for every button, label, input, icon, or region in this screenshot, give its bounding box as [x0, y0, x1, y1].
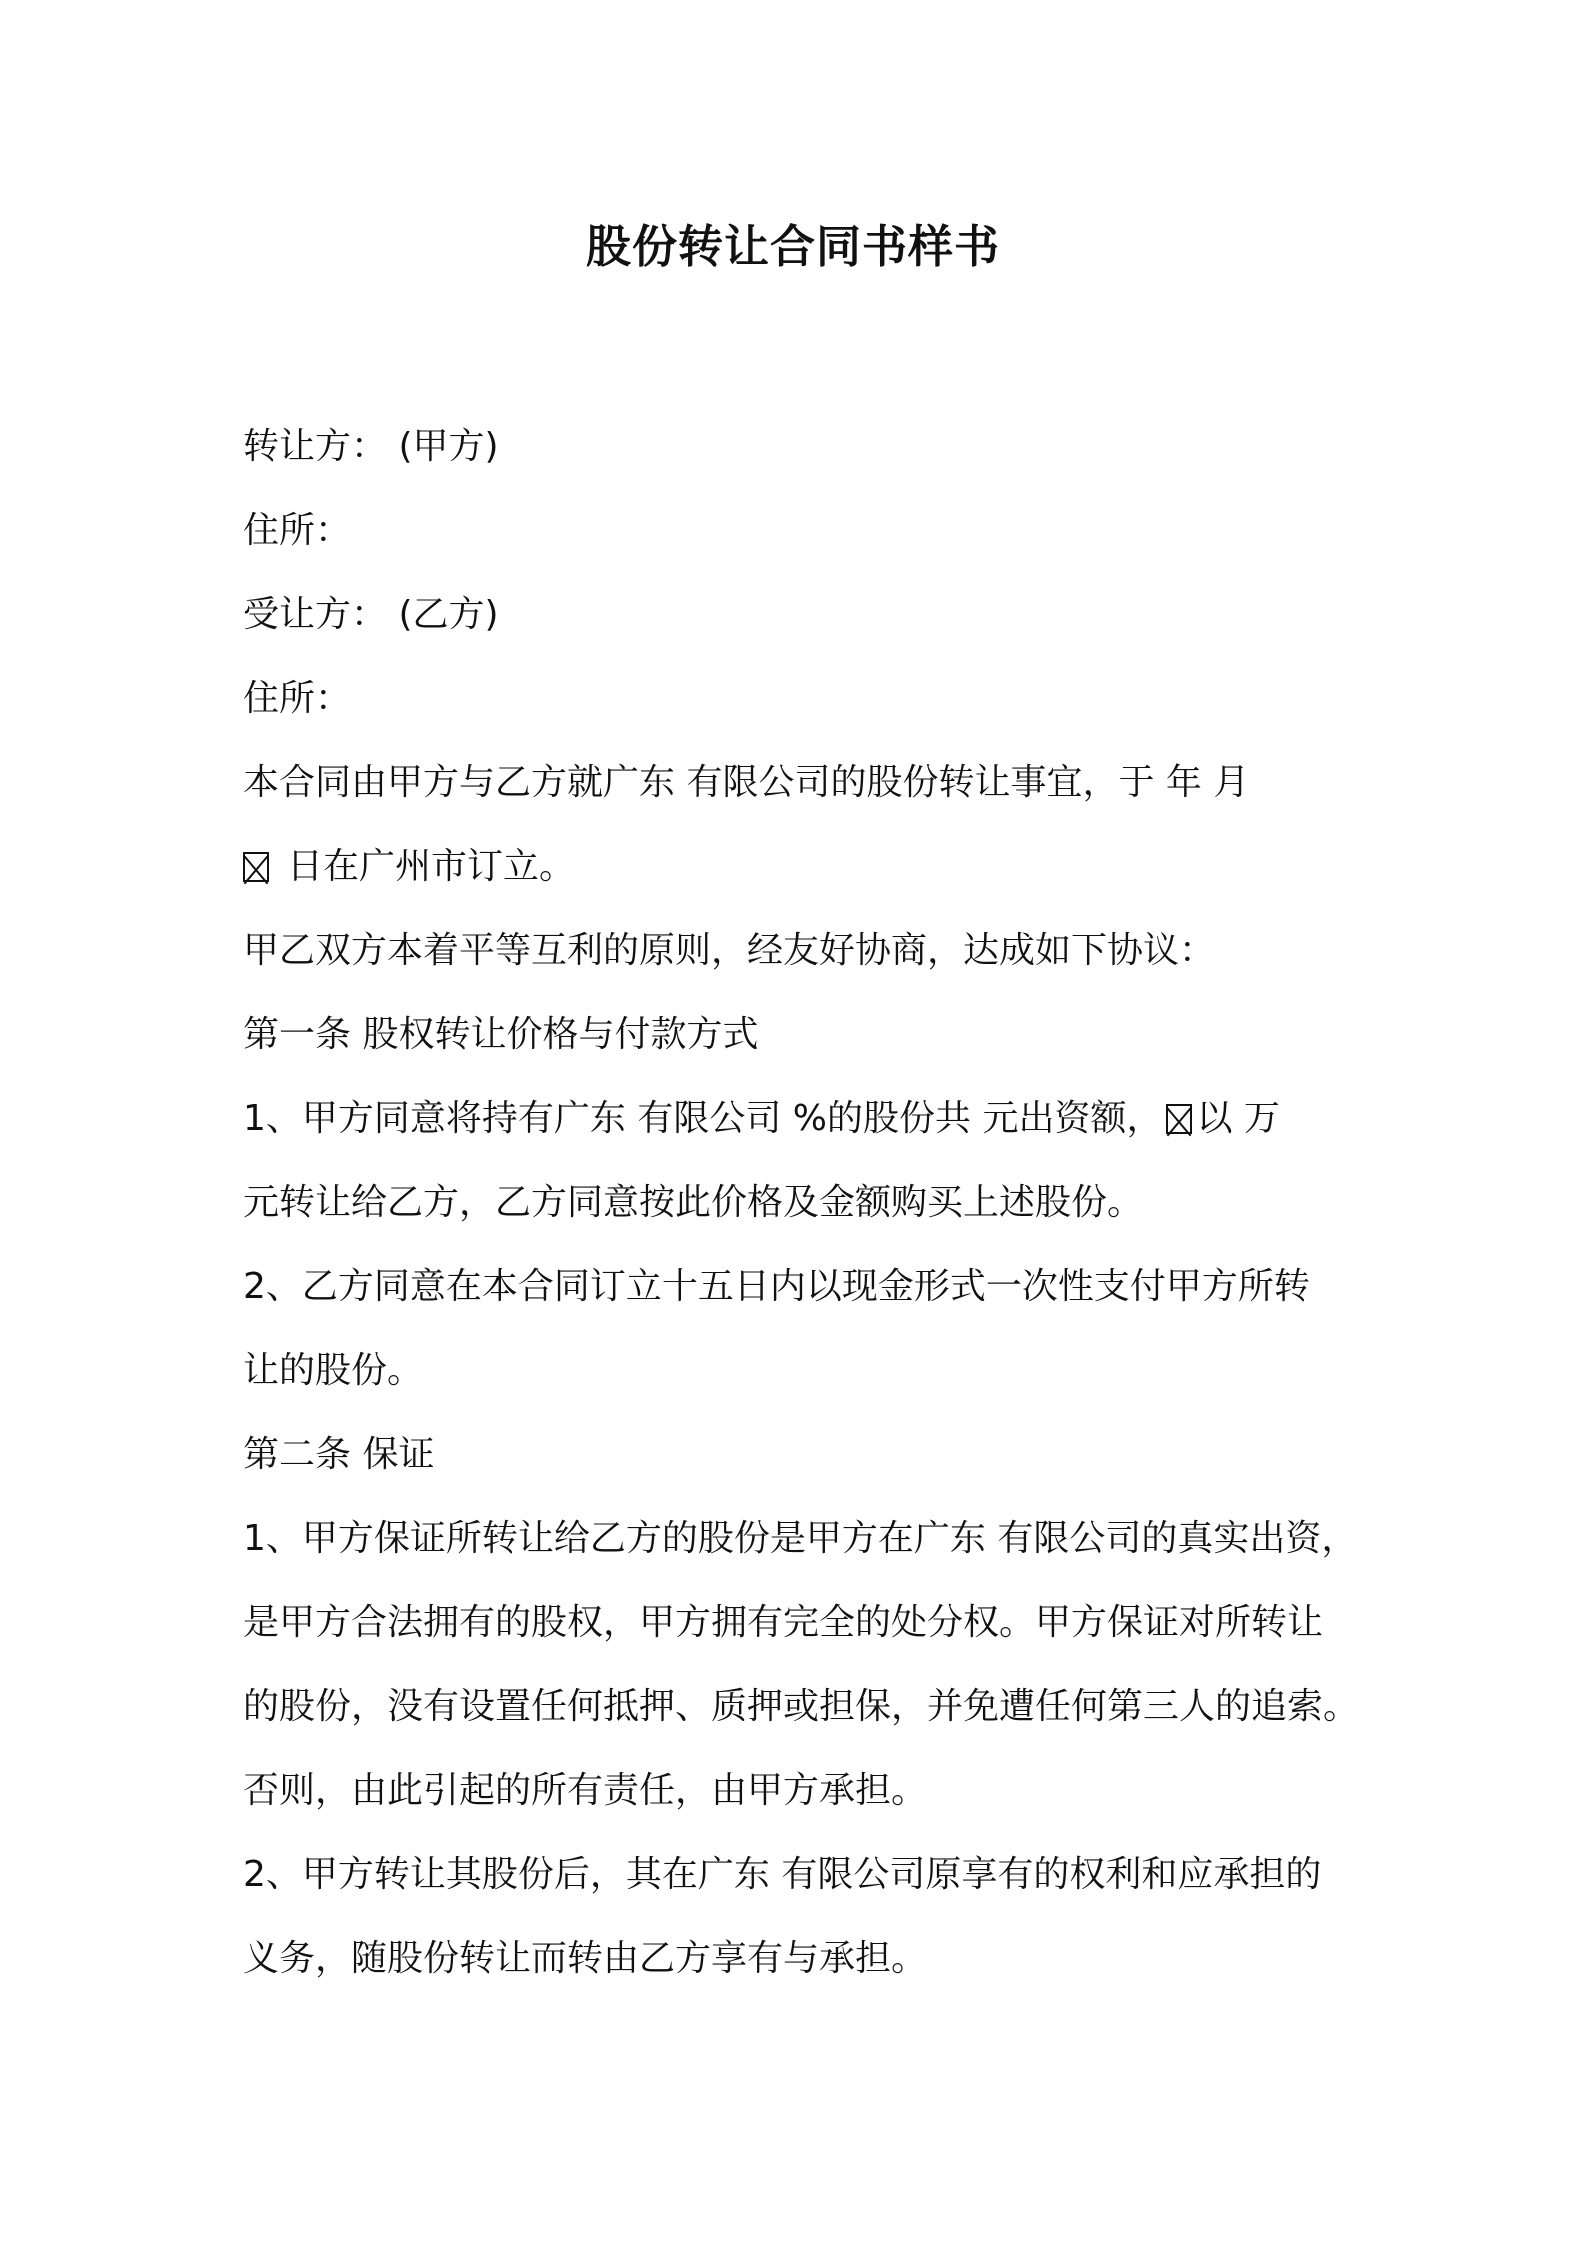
preamble-line-2-text: 日在广州市订立。: [287, 846, 576, 887]
article-2-clause-1-line-2: 是甲方合法拥有的股权，甲方拥有完全的处分权。甲方保证对所转让: [243, 1602, 1324, 1643]
article-2-clause-1-line-1: 1、甲方保证所转让给乙方的股份是甲方在广东 有限公司的真实出资，: [243, 1518, 1358, 1559]
transferee-line: 受让方： (乙方): [243, 594, 499, 635]
document-title: 股份转让合同书样书: [585, 220, 1000, 273]
article-1-clause-1-line-1: [243, 1077, 1383, 1161]
agreement-intro-line: 甲乙双方本着平等互利的原则，经友好协商，达成如下协议：: [243, 930, 1216, 971]
article-1-clause-1-line-2: 元转让给乙方，乙方同意按此价格及金额购买上述股份。: [243, 1182, 1144, 1223]
article-2-clause-1-line-4: 否则，由此引起的所有责任，由甲方承担。: [243, 1770, 928, 1811]
clause-1-text-a: 1、甲方同意将持有广东 有限公司 %的股份共 元出资额，: [243, 1098, 1163, 1139]
document-body: [243, 405, 1383, 2001]
article-1-clause-2-line-2: 让的股份。: [243, 1350, 424, 1391]
transferor-line: 转让方： (甲方): [243, 426, 499, 467]
preamble-line-1: 本合同由甲方与乙方就广东 有限公司的股份转让事宜，于 年 月: [243, 762, 1250, 803]
article-2-clause-1-line-3: 的股份，没有设置任何抵押、质押或担保，并免遭任何第三人的追索。: [243, 1686, 1360, 1727]
article-2-clause-2-line-2: 义务，随股份转让而转由乙方享有与承担。: [243, 1938, 928, 1979]
article-1-clause-2-line-1: 2、乙方同意在本合同订立十五日内以现金形式一次性支付甲方所转: [243, 1266, 1310, 1307]
preamble-line-2: [243, 825, 1383, 909]
crossed-box-icon: [243, 852, 269, 882]
transferee-address-line: 住所：: [243, 678, 352, 719]
article-2-heading: 第二条 保证: [243, 1434, 435, 1475]
article-2-clause-2-line-1: 2、甲方转让其股份后，其在广东 有限公司原享有的权利和应承担的: [243, 1854, 1322, 1895]
article-1-heading: 第一条 股权转让价格与付款方式: [243, 1014, 759, 1055]
transferor-address-line: 住所：: [243, 510, 352, 551]
crossed-box-icon: [1166, 1104, 1192, 1134]
clause-1-text-b: 以 万: [1196, 1098, 1280, 1139]
